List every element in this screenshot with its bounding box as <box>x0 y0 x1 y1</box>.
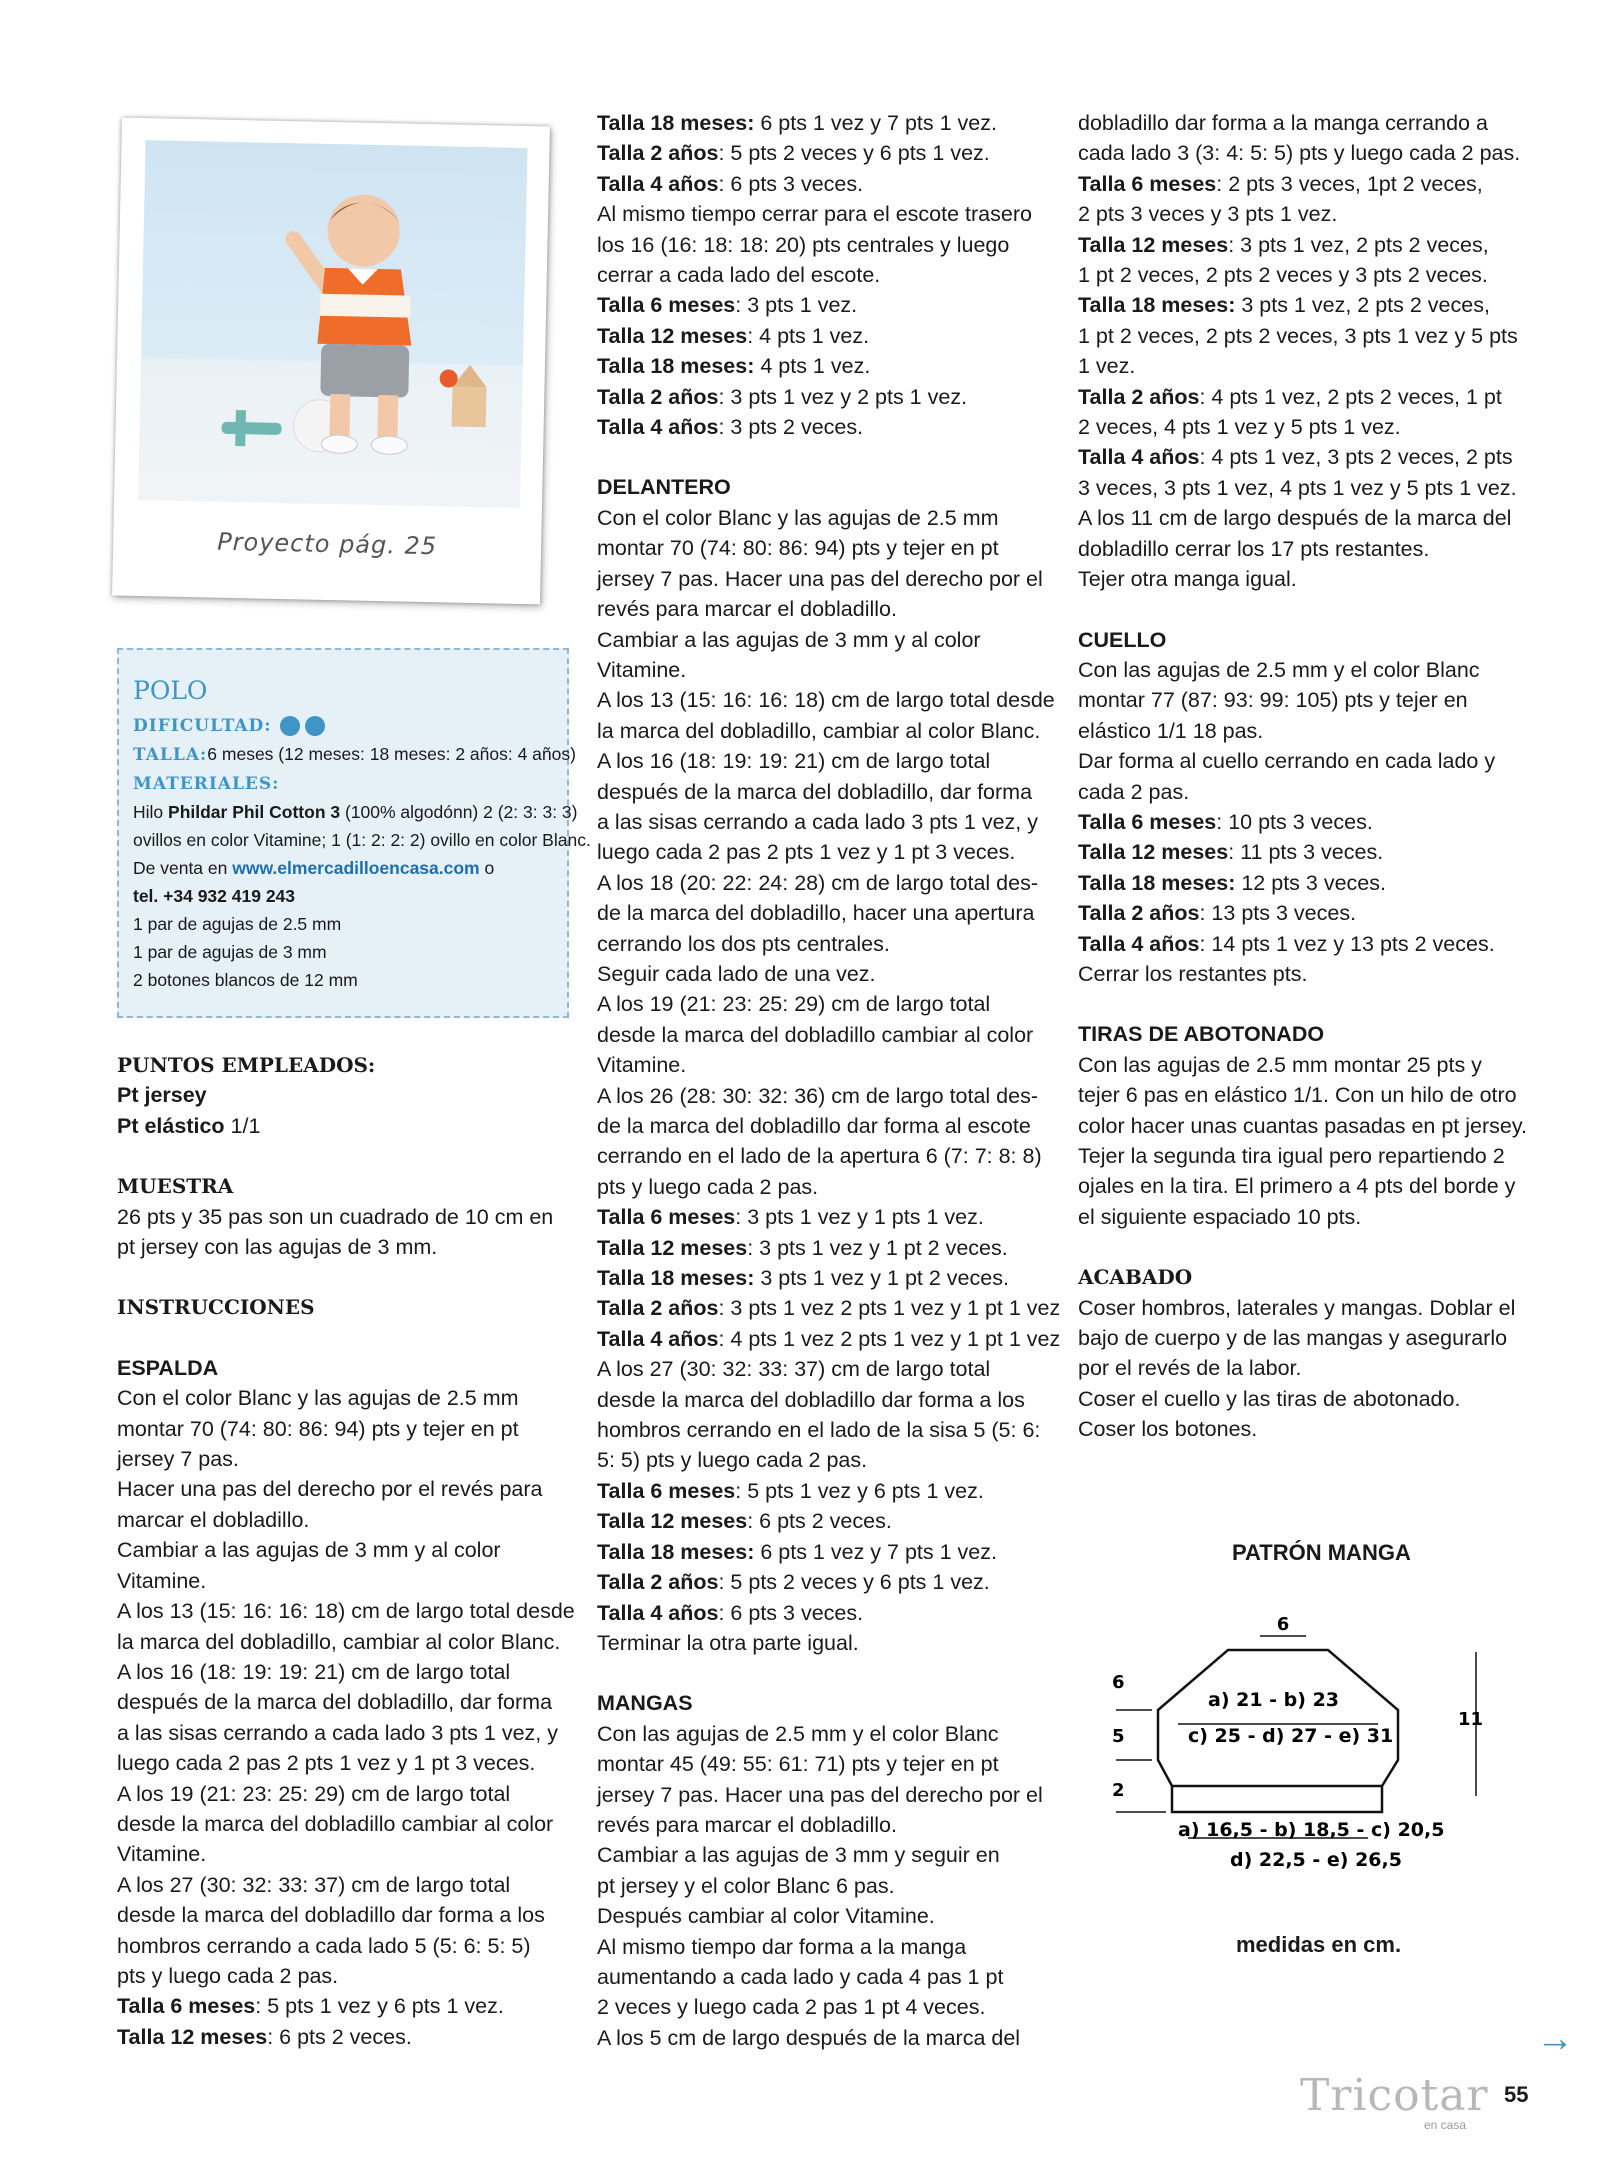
shop-link[interactable]: www.elmercadilloencasa.com <box>232 858 480 878</box>
material-item: 1 par de agujas de 3 mm <box>133 942 327 962</box>
text-line: a las sisas cerrando a cada lado 3 pts 1 vez, y <box>117 1720 558 1745</box>
next-page-arrow-icon[interactable]: → <box>1536 2018 1574 2060</box>
size-label: Talla 6 meses <box>597 293 736 318</box>
size-label: Talla 4 años <box>1078 931 1200 956</box>
size-instruction <box>597 1476 1047 1506</box>
spacer <box>597 1658 1047 1688</box>
size-label: Talla 18 meses: <box>597 1266 755 1291</box>
text-line: A los 18 (20: 22: 24: 28) cm de largo total des- <box>597 870 1039 895</box>
project-photo <box>112 118 550 605</box>
column-3 <box>1078 108 1528 1445</box>
size-detail: : 14 pts 1 vez y 13 pts 2 veces. <box>1199 931 1495 956</box>
text-line: A los 5 cm de largo después de la marca del <box>597 2025 1021 2050</box>
size-instruction <box>597 1233 1047 1263</box>
size-detail: : 4 pts 1 vez, 3 pts 2 veces, 2 pts <box>1199 445 1513 470</box>
size-label: Talla 2 años <box>597 384 719 409</box>
size-instruction <box>597 1506 1047 1536</box>
text-line: de la marca del dobladillo dar forma al escote <box>597 1114 1031 1138</box>
text-line: A los 16 (18: 19: 19: 21) cm de largo total <box>117 1659 511 1684</box>
size-label: Talla 6 meses <box>597 1205 736 1230</box>
size-instruction <box>117 2022 567 2052</box>
section-heading: TIRAS DE ABOTONADO <box>1078 1022 1325 1047</box>
spacer <box>597 442 1047 472</box>
size-label: Talla 4 años <box>597 1600 719 1625</box>
size-detail: 6 pts 1 vez y 7 pts 1 vez. <box>754 1539 997 1564</box>
size-label: Talla 2 años <box>597 1296 719 1321</box>
text-line: dobladillo dar forma a la manga cerrando a <box>1078 111 1488 135</box>
text-line: Vitamine. <box>597 1053 687 1078</box>
text-line: Después cambiar al color Vitamine. <box>597 1904 935 1929</box>
text-line: A los 13 (15: 16: 16: 18) cm de largo total desde <box>117 1599 575 1624</box>
text-line: hombros cerrando a cada lado 5 (5: 6: 5: 5) <box>117 1933 531 1958</box>
size-instruction <box>597 169 1047 199</box>
text-line: montar 45 (49: 55: 61: 71) pts y tejer en pt <box>597 1752 999 1777</box>
page-number: 55 <box>1504 2082 1529 2107</box>
size-label: Talla 12 meses <box>597 1509 748 1534</box>
size-detail: 12 pts 3 veces. <box>1235 870 1386 895</box>
size-detail: : 6 pts 2 veces. <box>267 2024 412 2049</box>
size-instruction <box>117 1111 567 1141</box>
text-line: A los 13 (15: 16: 16: 18) cm de largo total desde <box>597 688 1055 713</box>
text-line: Vitamine. <box>117 1842 207 1867</box>
text-line: revés para marcar el dobladillo. <box>597 1812 897 1837</box>
text-line: A los 11 cm de largo después de la marca del <box>1078 506 1512 531</box>
hilo-line <box>133 798 578 826</box>
size-label: Talla 18 meses: <box>1078 293 1236 318</box>
text-line: pt jersey con las agujas de 3 mm. <box>117 1235 438 1260</box>
size-label: Talla 12 meses <box>117 2024 268 2049</box>
text-line: montar 77 (87: 93: 99: 105) pts y tejer en <box>1078 688 1468 713</box>
dim-inner-2: c) 25 - d) 27 - e) 31 <box>1188 1725 1394 1747</box>
size-label: Talla 4 años <box>597 415 719 440</box>
size-instruction <box>597 321 1047 351</box>
text-line: A los 16 (18: 19: 19: 21) cm de largo total <box>597 749 991 774</box>
text-line: Cambiar a las agujas de 3 mm y al color <box>597 627 981 652</box>
text-line: 2 pts 3 veces y 3 pts 1 vez. <box>1078 202 1338 227</box>
size-detail: : 5 pts 2 veces y 6 pts 1 vez. <box>718 1570 990 1595</box>
text-line: A los 26 (28: 30: 32: 36) cm de largo total des- <box>597 1083 1039 1108</box>
size-instruction <box>597 108 1047 138</box>
text-line: Tejer otra manga igual. <box>1078 567 1297 592</box>
size-instruction <box>597 1202 1047 1232</box>
tel: tel. +34 932 419 243 <box>133 886 296 906</box>
size-instruction <box>1078 230 1528 260</box>
text-line: 3 veces, 3 pts 1 vez, 4 pts 1 vez y 5 pts 1 vez. <box>1078 475 1517 500</box>
size-label: Talla 12 meses <box>597 1235 748 1260</box>
dificultad-label: DIFICULTAD: <box>133 716 272 736</box>
text-line: luego cada 2 pas 2 pts 1 vez y 1 pt 3 veces. <box>117 1751 536 1776</box>
size-label: Talla 4 años <box>597 1326 719 1351</box>
photo-caption: Proyecto pág. 25 <box>216 527 438 561</box>
text-line: Tejer la segunda tira igual pero repartiendo 2 <box>1078 1144 1505 1168</box>
spacer <box>1078 989 1528 1019</box>
text-line: 1 vez. <box>1078 354 1136 379</box>
size-detail: 1/1 <box>224 1113 261 1138</box>
size-label: Talla 2 años <box>597 1570 719 1595</box>
size-label: Talla 6 meses <box>1078 171 1217 196</box>
text-line: aumentando a cada lado y cada 4 pas 1 pt <box>597 1964 1004 1989</box>
text-line: A los 27 (30: 32: 33: 37) cm de largo total <box>117 1872 511 1897</box>
column-1 <box>117 1050 575 2052</box>
spacer <box>117 1323 567 1353</box>
text-line: jersey 7 pas. Hacer una pas del derecho por el <box>597 1782 1043 1807</box>
text-line: desde la marca del dobladillo dar forma a los <box>117 1903 545 1928</box>
text-line: A los 27 (30: 32: 33: 37) cm de largo total <box>597 1357 991 1382</box>
text-line: Con las agujas de 2.5 mm y el color Blanc <box>597 1721 999 1746</box>
text-line: Al mismo tiempo cerrar para el escote trasero <box>597 202 1032 227</box>
size-label: Talla 6 meses <box>1078 809 1217 834</box>
text-line: Cerrar los restantes pts. <box>1078 961 1308 986</box>
size-detail: : 5 pts 1 vez y 6 pts 1 vez. <box>735 1478 984 1503</box>
dim-inner-1: a) 21 - b) 23 <box>1208 1689 1340 1711</box>
size-instruction <box>1078 929 1528 959</box>
section-heading: ACABADO <box>1078 1265 1193 1290</box>
text-line: dobladillo cerrar los 17 pts restantes. <box>1078 536 1430 561</box>
talla-label: TALLA: <box>133 745 208 765</box>
size-label: Talla 12 meses <box>597 323 748 348</box>
text-line: Coser el cuello y las tiras de abotonado. <box>1078 1386 1461 1411</box>
size-label: Talla 4 años <box>597 171 719 196</box>
size-detail: : 10 pts 3 veces. <box>1216 809 1373 834</box>
dim-bottom-1: a) 16,5 - b) 18,5 - c) 20,5 <box>1178 1819 1445 1841</box>
text-line: a las sisas cerrando a cada lado 3 pts 1 vez, y <box>597 809 1038 834</box>
size-detail: : 13 pts 3 veces. <box>1199 901 1357 926</box>
size-label: Talla 6 meses <box>597 1478 736 1503</box>
dim-right: 11 <box>1458 1709 1484 1730</box>
section-heading: DELANTERO <box>597 475 731 500</box>
venta-line <box>133 854 553 882</box>
size-detail: : 5 pts 2 veces y 6 pts 1 vez. <box>718 141 990 166</box>
text-line: Con el color Blanc y las agujas de 2.5 mm <box>117 1386 519 1411</box>
text-line: 2 veces, 4 pts 1 vez y 5 pts 1 vez. <box>1078 415 1401 440</box>
text-line: ojales en la tira. El primero a 4 pts del borde y <box>1078 1174 1516 1199</box>
text-line: luego cada 2 pas 2 pts 1 vez y 1 pt 3 veces. <box>597 840 1016 865</box>
yarn-ball-icon <box>305 716 325 736</box>
size-detail: : 6 pts 3 veces. <box>718 1600 864 1625</box>
text-line: Terminar la otra parte igual. <box>597 1630 859 1655</box>
text-line: montar 70 (74: 80: 86: 94) pts y tejer en pt <box>597 536 999 561</box>
size-detail: : 3 pts 2 veces. <box>718 415 864 440</box>
text-line: por el revés de la labor. <box>1078 1356 1302 1381</box>
size-detail: : 3 pts 1 vez y 1 pt 2 veces. <box>747 1235 1008 1260</box>
size-instruction <box>1078 837 1528 867</box>
text-line: Con el color Blanc y las agujas de 2.5 mm <box>597 505 999 530</box>
size-label: Talla 18 meses: <box>1078 870 1236 895</box>
text-line: Hacer una pas del derecho por el revés para <box>117 1477 543 1502</box>
size-instruction <box>597 412 1047 442</box>
size-instruction <box>597 382 1047 412</box>
dim-left-top: 6 <box>1112 1672 1125 1693</box>
dim-left-bot: 2 <box>1112 1780 1125 1801</box>
diagram-note: medidas en cm. <box>1236 1932 1402 1957</box>
text-line: jersey 7 pas. <box>117 1447 239 1472</box>
hilo-rest: (100% algodónn) 2 (2: 3: 3: 3) <box>340 802 578 822</box>
size-label: Talla 18 meses: <box>597 354 755 379</box>
section-heading: MUESTRA <box>117 1174 234 1199</box>
text-line: la marca del dobladillo, cambiar al color Blanc. <box>117 1629 561 1654</box>
section-heading: PUNTOS EMPLEADOS: <box>117 1053 376 1077</box>
text-line: la marca del dobladillo, cambiar al color Blanc. <box>597 718 1041 743</box>
text-line: Seguir cada lado de una vez. <box>597 961 876 986</box>
text-line: Con las agujas de 2.5 mm montar 25 pts y <box>1078 1052 1482 1077</box>
materiales-row <box>133 769 553 798</box>
column-2 <box>597 108 1061 2053</box>
ovillos-line: ovillos en color Vitamine; 1 (1: 2: 2: 2) ovillo en color Blanc. <box>133 830 591 850</box>
size-instruction <box>1078 442 1528 472</box>
text-line: cerrando los dos pts centrales. <box>597 931 890 956</box>
baby-illustration <box>138 140 527 508</box>
text-line: jersey 7 pas. Hacer una pas del derecho por el <box>597 566 1043 591</box>
size-instruction <box>597 1537 1047 1567</box>
size-detail: : 3 pts 1 vez 2 pts 1 vez y 1 pt 1 vez <box>718 1296 1061 1321</box>
dim-bottom-2: d) 22,5 - e) 26,5 <box>1230 1849 1402 1871</box>
text-line: Vitamine. <box>597 657 687 682</box>
text-line: 1 pt 2 veces, 2 pts 2 veces, 3 pts 1 vez y 5 pts <box>1078 323 1518 348</box>
text-line: revés para marcar el dobladillo. <box>597 597 897 622</box>
size-instruction <box>1078 169 1528 199</box>
text-line: Vitamine. <box>117 1568 207 1593</box>
dim-left-mid: 5 <box>1112 1726 1125 1747</box>
material-item: 1 par de agujas de 2.5 mm <box>133 914 342 934</box>
size-instruction <box>1078 290 1528 320</box>
text-line: tejer 6 pas en elástico 1/1. Con un hilo de otro <box>1078 1083 1517 1108</box>
text-line: cada lado 3 (3: 4: 5: 5) pts y luego cada 2 pas. <box>1078 141 1521 166</box>
hilo-prefix: Hilo <box>133 802 169 822</box>
size-instruction <box>1078 868 1528 898</box>
size-instruction <box>1078 807 1528 837</box>
text-line: bajo de cuerpo y de las mangas y asegurarlo <box>1078 1326 1508 1351</box>
text-line: Con las agujas de 2.5 mm y el color Blanc <box>1078 657 1480 682</box>
sleeve-pattern-diagram <box>1098 1600 1498 1900</box>
size-label: Talla 6 meses <box>117 1994 256 2019</box>
talla-row <box>133 740 576 769</box>
size-instruction <box>597 1598 1047 1628</box>
size-detail: : 11 pts 3 veces. <box>1228 840 1384 865</box>
section-heading: MANGAS <box>597 1691 693 1716</box>
venta-prefix: De venta en <box>133 858 233 878</box>
size-detail: 3 pts 1 vez, 2 pts 2 veces, <box>1235 293 1490 318</box>
hilo-brand: Phildar Phil Cotton 3 <box>168 802 341 822</box>
text-line: cerrando en el lado de la apertura 6 (7: 7: 8: 8) <box>597 1144 1042 1169</box>
text-line: cerrar a cada lado del escote. <box>597 263 881 288</box>
size-instruction <box>117 1991 567 2021</box>
size-detail: : 3 pts 1 vez y 2 pts 1 vez. <box>718 384 968 409</box>
dim-top: 6 <box>1276 1614 1290 1635</box>
size-label: Talla 2 años <box>1078 384 1200 409</box>
magazine-logo: Tricotar <box>1300 2070 1489 2121</box>
text-line: marcar el dobladillo. <box>117 1507 310 1532</box>
text-line: desde la marca del dobladillo cambiar al color <box>597 1022 1034 1047</box>
size-detail: : 4 pts 1 vez 2 pts 1 vez y 1 pt 1 vez <box>718 1326 1061 1351</box>
size-instruction <box>1078 382 1528 412</box>
size-label: Pt elástico <box>117 1113 225 1138</box>
size-detail: : 4 pts 1 vez, 2 pts 2 veces, 1 pt <box>1199 384 1502 409</box>
text-line: Coser hombros, laterales y mangas. Doblar el <box>1078 1295 1516 1320</box>
size-detail: : 6 pts 3 veces. <box>718 171 864 196</box>
text-line: A los 19 (21: 23: 25: 29) cm de largo total <box>597 992 991 1017</box>
text-line: desde la marca del dobladillo cambiar al color <box>117 1811 554 1836</box>
text-line: 5: 5) pts y luego cada 2 pas. <box>597 1448 868 1473</box>
spacer <box>1078 595 1528 625</box>
spacer <box>1078 1232 1528 1262</box>
diagram-title: PATRÓN MANGA <box>1232 1540 1411 1565</box>
venta-suffix: o <box>479 858 495 878</box>
text-line: después de la marca del dobladillo, dar forma <box>597 779 1033 804</box>
size-detail: : 3 pts 1 vez. <box>735 293 858 318</box>
size-detail: : 4 pts 1 vez. <box>747 323 870 348</box>
text-line: Cambiar a las agujas de 3 mm y al color <box>117 1538 501 1563</box>
size-label: Talla 2 años <box>1078 901 1200 926</box>
size-detail: 6 pts 1 vez y 7 pts 1 vez. <box>754 111 997 135</box>
text-line: Coser los botones. <box>1078 1417 1258 1442</box>
text-line: pts y luego cada 2 pas. <box>117 1963 339 1988</box>
tel-line <box>133 882 553 910</box>
size-instruction <box>597 1263 1047 1293</box>
size-label: Talla 4 años <box>1078 445 1200 470</box>
text-line: el siguiente espaciado 10 pts. <box>1078 1204 1362 1229</box>
text-line: hombros cerrando en el lado de la sisa 5 (5: 6: <box>597 1418 1041 1443</box>
materiales-label: MATERIALES: <box>133 774 280 794</box>
size-instruction <box>597 351 1047 381</box>
text-line: A los 19 (21: 23: 25: 29) cm de largo total <box>117 1781 511 1806</box>
spacer <box>117 1141 567 1171</box>
size-instruction <box>597 1567 1047 1597</box>
section-heading: INSTRUCCIONES <box>117 1295 315 1320</box>
text-line: Al mismo tiempo dar forma a la manga <box>597 1934 967 1959</box>
text-line: pt jersey y el color Blanc 6 pas. <box>597 1873 895 1898</box>
text-line: 26 pts y 35 pas son un cuadrado de 10 cm en <box>117 1204 554 1229</box>
section-heading: Pt jersey <box>117 1083 207 1108</box>
size-instruction <box>1078 898 1528 928</box>
size-label: Talla 18 meses: <box>597 111 755 135</box>
size-detail: : 3 pts 1 vez y 1 pts 1 vez. <box>735 1205 984 1230</box>
material-item: 2 botones blancos de 12 mm <box>133 970 358 990</box>
text-line: los 16 (16: 18: 18: 20) pts centrales y luego <box>597 232 1010 257</box>
baby-photo <box>138 140 527 508</box>
section-heading: ESPALDA <box>117 1355 219 1380</box>
spacer <box>117 1262 567 1292</box>
text-line: Cambiar a las agujas de 3 mm y seguir en <box>597 1843 1000 1868</box>
size-detail: : 3 pts 1 vez, 2 pts 2 veces, <box>1228 232 1489 257</box>
text-line: Dar forma al cuello cerrando en cada lado y <box>1078 749 1496 774</box>
size-detail: : 6 pts 2 veces. <box>747 1509 892 1534</box>
text-line: cada 2 pas. <box>1078 779 1190 804</box>
polo-info-box <box>117 648 591 1018</box>
text-line: pts y luego cada 2 pas. <box>597 1174 819 1199</box>
size-label: Talla 18 meses: <box>597 1539 755 1564</box>
text-line: color hacer unas cuantas pasadas en pt jersey. <box>1078 1113 1527 1138</box>
section-heading: CUELLO <box>1078 627 1167 652</box>
size-instruction <box>597 1324 1061 1354</box>
size-detail: 3 pts 1 vez y 1 pt 2 veces. <box>754 1266 1009 1291</box>
size-label: Talla 12 meses <box>1078 840 1229 865</box>
size-instruction <box>597 1293 1061 1323</box>
yarn-ball-icon <box>280 716 300 736</box>
text-line: de la marca del dobladillo, hacer una apertura <box>597 901 1035 926</box>
size-instruction <box>597 290 1047 320</box>
text-line: 2 veces y luego cada 2 pas 1 pt 4 veces. <box>597 1995 986 2020</box>
size-detail: : 5 pts 1 vez y 6 pts 1 vez. <box>255 1994 504 2019</box>
text-line: desde la marca del dobladillo dar forma a los <box>597 1387 1025 1412</box>
polo-title: POLO <box>133 676 208 705</box>
text-line: montar 70 (74: 80: 86: 94) pts y tejer en pt <box>117 1416 519 1441</box>
size-detail: : 2 pts 3 veces, 1pt 2 veces, <box>1216 171 1483 196</box>
text-line: después de la marca del dobladillo, dar forma <box>117 1690 553 1715</box>
text-line: elástico 1/1 18 pas. <box>1078 718 1264 743</box>
size-instruction <box>597 138 1047 168</box>
size-label: Talla 12 meses <box>1078 232 1229 257</box>
size-label: Talla 2 años <box>597 141 719 166</box>
magazine-logo-subtitle: en casa <box>1424 2118 1467 2132</box>
text-line: 1 pt 2 veces, 2 pts 2 veces y 3 pts 2 veces. <box>1078 263 1488 288</box>
dificultad-row <box>133 711 553 740</box>
size-detail: 4 pts 1 vez. <box>754 354 871 379</box>
talla-value: 6 meses (12 meses: 18 meses: 2 años: 4 años) <box>207 744 576 764</box>
